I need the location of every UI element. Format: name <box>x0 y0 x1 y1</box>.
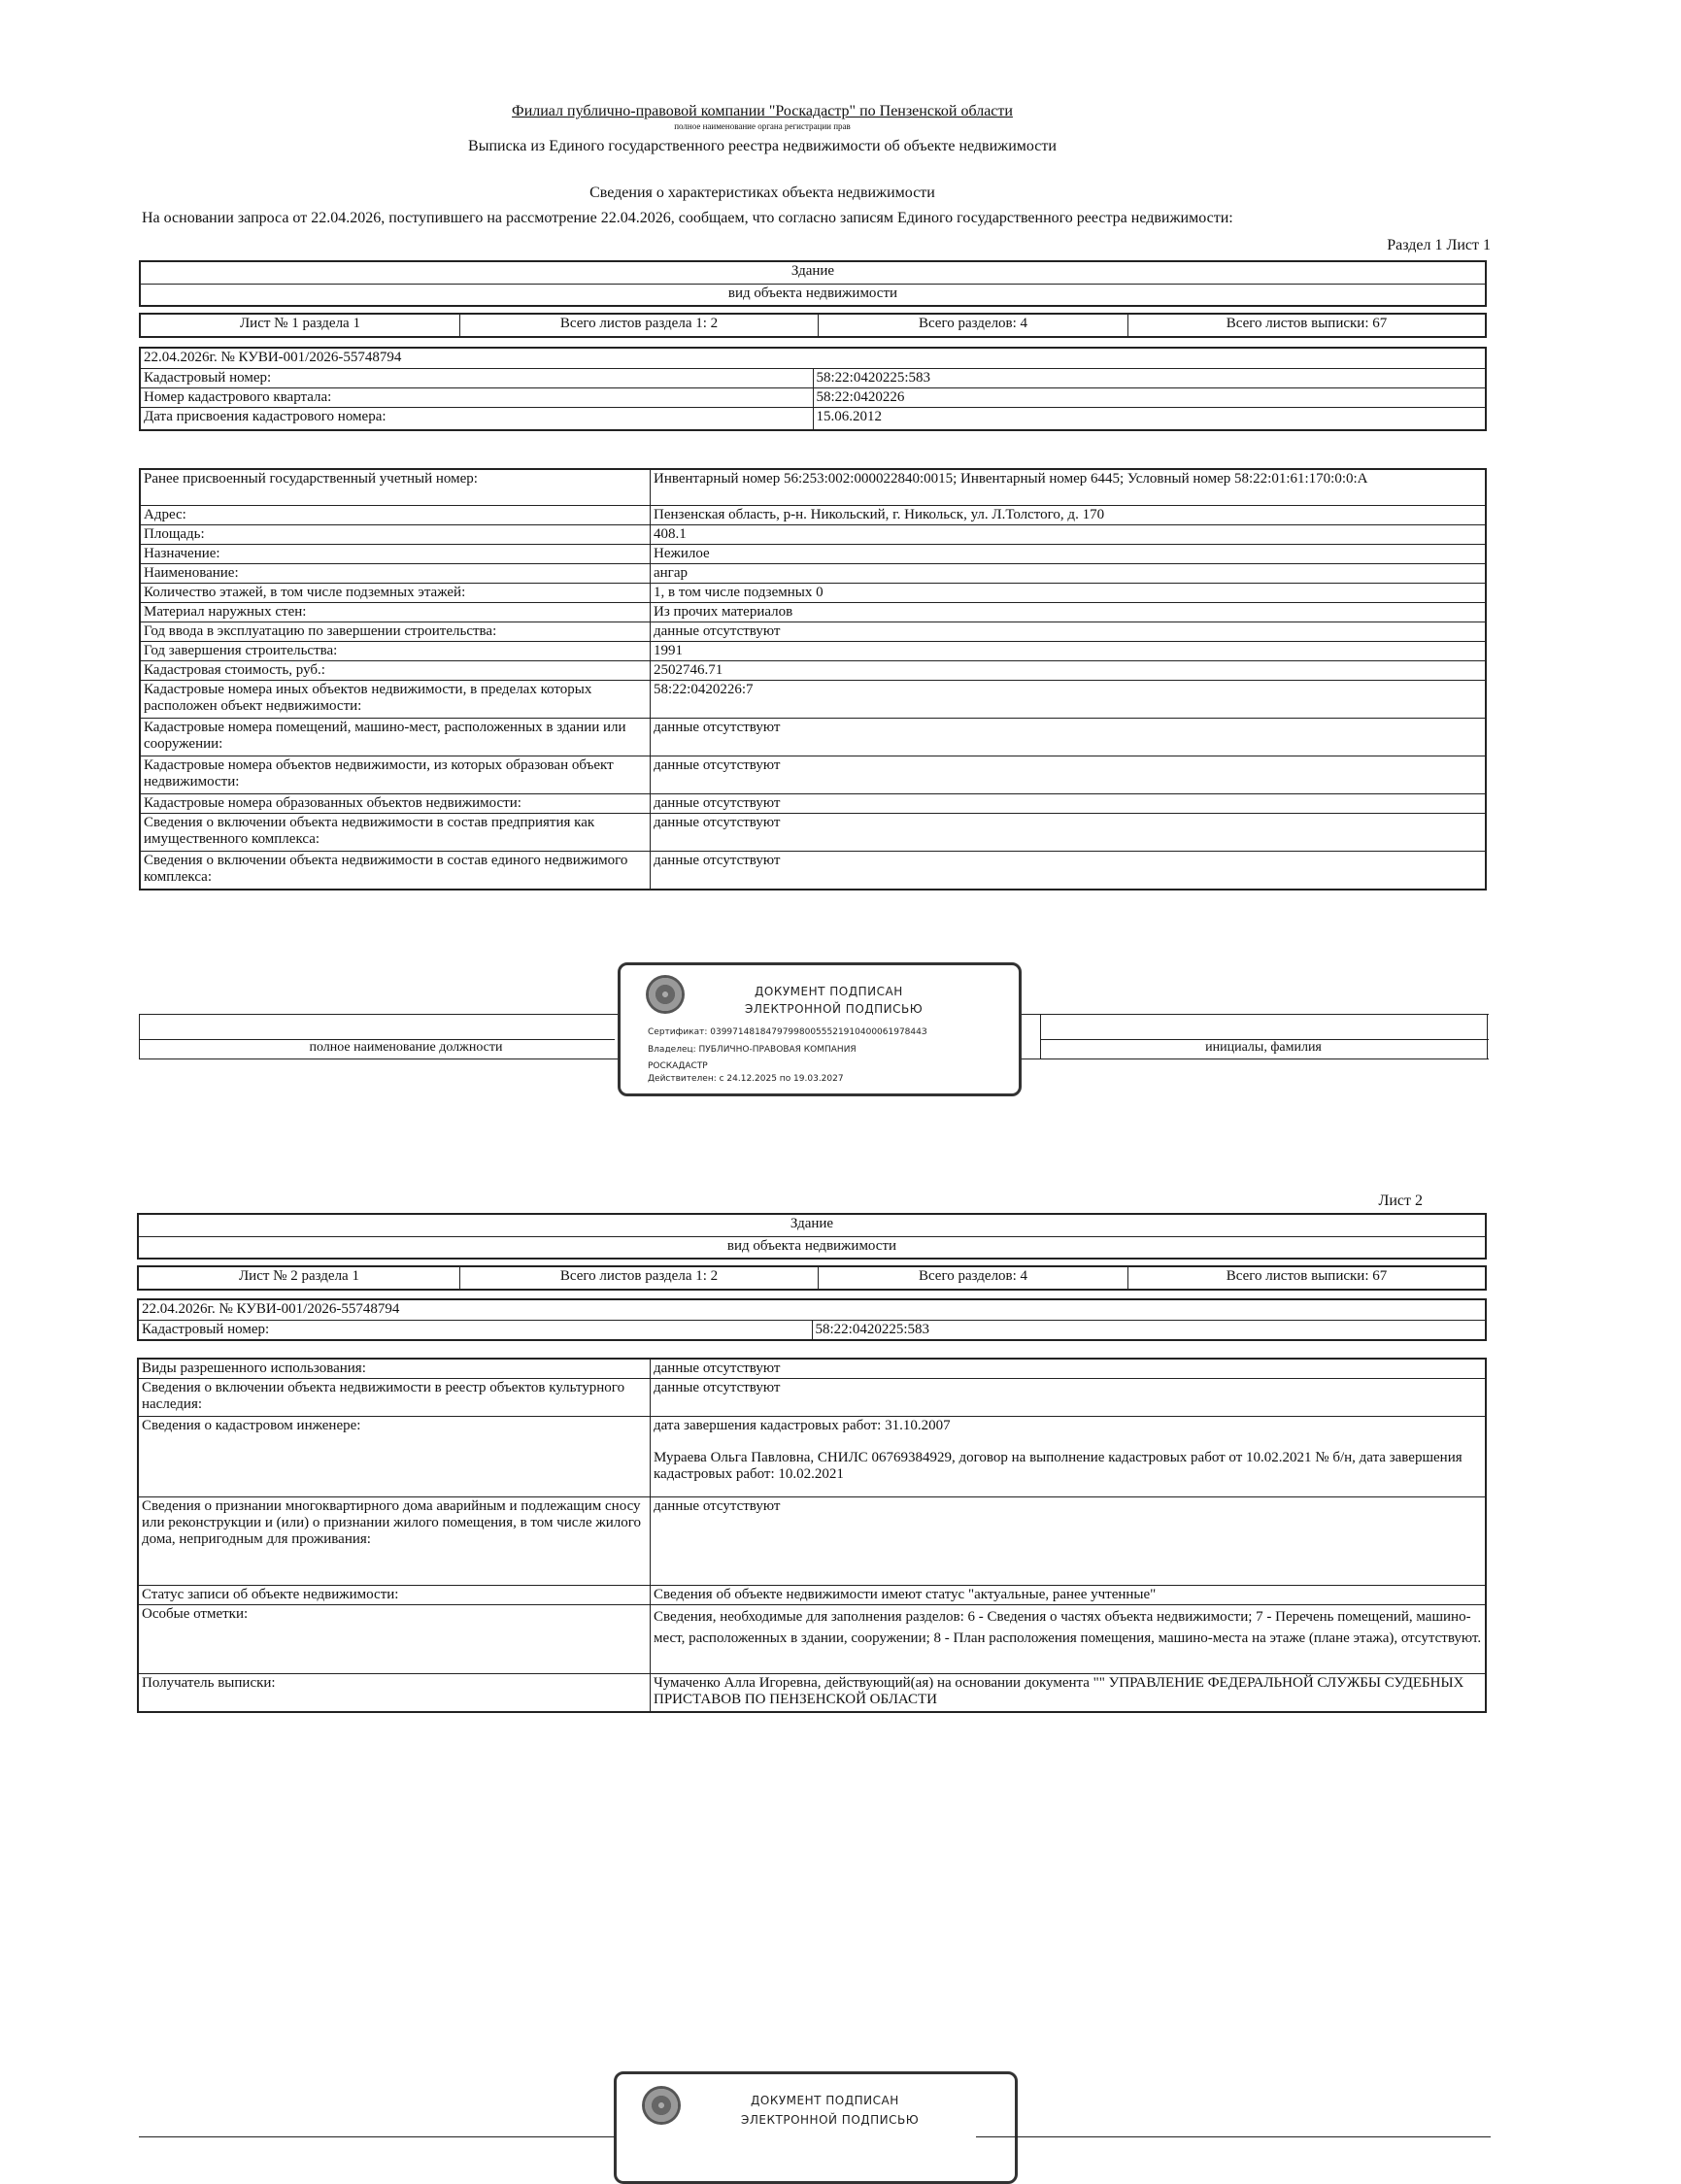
row-label: Кадастровый номер: <box>140 369 813 388</box>
row-value: ангар <box>651 564 1487 584</box>
object-type: Здание <box>140 261 1486 285</box>
row-value: данные отсутствуют <box>651 852 1487 890</box>
row-value: Из прочих материалов <box>651 603 1487 622</box>
row-value: 15.06.2012 <box>813 408 1486 431</box>
sheet2-ref: Лист 2 <box>1378 1193 1423 1209</box>
table-row <box>138 1497 1486 1586</box>
row-value: данные отсутствуют <box>651 1359 1487 1379</box>
document-number: 22.04.2026г. № КУВИ-001/2026-55748794 <box>140 348 1486 369</box>
row-label: Год ввода в эксплуатацию по завершении строительства: <box>140 622 651 642</box>
table-row <box>140 369 1486 388</box>
table-row <box>138 1417 1486 1497</box>
row-label: Кадастровый номер: <box>138 1321 812 1341</box>
row-label: Сведения о включении объекта недвижимости в состав единого недвижимого комплекса: <box>140 852 651 890</box>
row-value: данные отсутствуют <box>651 1379 1487 1417</box>
table-row <box>140 642 1486 661</box>
table-row <box>138 1379 1486 1417</box>
row-label: Кадастровые номера образованных объектов недвижимости: <box>140 794 651 814</box>
object-caption: вид объекта недвижимости <box>138 1237 1486 1260</box>
row-value <box>651 1417 1487 1497</box>
row-label: Статус записи об объекте недвижимости: <box>138 1586 651 1605</box>
id-table <box>139 347 1487 431</box>
extract-sheets-total: Всего листов выписки: 67 <box>1128 314 1487 337</box>
table-row <box>140 584 1486 603</box>
sections-total: Всего разделов: 4 <box>819 314 1128 337</box>
object-type-box <box>139 260 1487 307</box>
row-label: Дата присвоения кадастрового номера: <box>140 408 813 431</box>
stamp-line2: ЭЛЕКТРОННОЙ ПОДПИСЬЮ <box>741 2113 920 2127</box>
table-row <box>140 388 1486 408</box>
row-label: Виды разрешенного использования: <box>138 1359 651 1379</box>
object-caption: вид объекта недвижимости <box>140 285 1486 307</box>
row-label: Номер кадастрового квартала: <box>140 388 813 408</box>
stamp-line1: ДОКУМЕНТ ПОДПИСАН <box>755 985 903 998</box>
table-row <box>138 1605 1486 1674</box>
table-row <box>140 408 1486 431</box>
table-row <box>140 719 1486 756</box>
stamp-owner2: РОСКАДАСТР <box>648 1061 708 1071</box>
row-label: Количество этажей, в том числе подземных этажей: <box>140 584 651 603</box>
row-label: Адрес: <box>140 506 651 525</box>
section-sheets-total: Всего листов раздела 1: 2 <box>460 1266 819 1290</box>
row-value: Нежилое <box>651 545 1487 564</box>
table-row <box>140 564 1486 584</box>
row-value: данные отсутствуют <box>651 756 1487 794</box>
table-row <box>140 814 1486 852</box>
row-label: Ранее присвоенный государственный учетный номер: <box>140 469 651 506</box>
row-value: 58:22:0420225:583 <box>813 369 1486 388</box>
sheet-number: Лист № 2 раздела 1 <box>138 1266 460 1290</box>
table-row <box>140 852 1486 890</box>
document-title: Выписка из Единого государственного реестра недвижимости об объекте недвижимости <box>468 138 1057 154</box>
characteristics-table-2 <box>137 1358 1487 1713</box>
row-value: Сведения об объекте недвижимости имеют статус "актуальные, ранее учтенные" <box>651 1586 1487 1605</box>
row-value: данные отсутствуют <box>651 622 1487 642</box>
row-value: 1991 <box>651 642 1487 661</box>
row-label: Получатель выписки: <box>138 1674 651 1713</box>
org-caption: полное наименование органа регистрации прав <box>674 121 851 131</box>
table-row <box>140 756 1486 794</box>
row-label: Год завершения строительства: <box>140 642 651 661</box>
table-row <box>140 545 1486 564</box>
row-value: 58:22:0420226:7 <box>651 681 1487 719</box>
row-label: Кадастровые номера иных объектов недвижимости, в пределах которых расположен объект недвижимости: <box>140 681 651 719</box>
sheet-counts <box>139 313 1487 338</box>
row-label: Площадь: <box>140 525 651 545</box>
stamp-line2: ЭЛЕКТРОННОЙ ПОДПИСЬЮ <box>745 1002 924 1016</box>
cadastral-engineer: Мураева Ольга Павловна, СНИЛС 06769384929, договор на выполнение кадастровых работ от 10.02.2021 № б/н, дата завершения кадастровых работ: 10.02.2021 <box>654 1450 1462 1482</box>
e-signature-stamp-bottom <box>614 2071 1018 2184</box>
table-row <box>138 1586 1486 1605</box>
table-row <box>140 525 1486 545</box>
table-row <box>140 794 1486 814</box>
document-number: 22.04.2026г. № КУВИ-001/2026-55748794 <box>138 1299 1486 1321</box>
signature-divider <box>1487 1014 1488 1058</box>
extract-sheets-total: Всего листов выписки: 67 <box>1128 1266 1487 1290</box>
row-label: Сведения о включении объекта недвижимости в реестр объектов культурного наследия: <box>138 1379 651 1417</box>
table-row <box>140 622 1486 642</box>
row-label: Кадастровые номера объектов недвижимости, из которых образован объект недвижимости: <box>140 756 651 794</box>
row-value: 2502746.71 <box>651 661 1487 681</box>
stamp-validity: Действителен: с 24.12.2025 по 19.03.2027 <box>648 1074 844 1084</box>
stamp-owner: Владелец: ПУБЛИЧНО-ПРАВОВАЯ КОМПАНИЯ <box>648 1045 857 1055</box>
emblem-icon <box>646 975 685 1014</box>
signature-line-bottom <box>976 2136 1491 2137</box>
row-value: 58:22:0420225:583 <box>812 1321 1486 1341</box>
table-row <box>138 1674 1486 1713</box>
row-label: Кадастровые номера помещений, машино-мест, расположенных в здании или сооружении: <box>140 719 651 756</box>
table-row <box>140 469 1486 506</box>
row-value: 58:22:0420226 <box>813 388 1486 408</box>
emblem-icon <box>642 2086 681 2125</box>
stamp-certificate: Сертификат: 03997148184797998005552191040006197844З <box>648 1027 927 1037</box>
object-type-box-2 <box>137 1213 1487 1260</box>
table-row <box>140 661 1486 681</box>
row-value: Пензенская область, р-н. Никольский, г. Никольск, ул. Л.Толстого, д. 170 <box>651 506 1487 525</box>
row-value: данные отсутствуют <box>651 719 1487 756</box>
section-title: Сведения о характеристиках объекта недвижимости <box>589 185 935 201</box>
row-label: Наименование: <box>140 564 651 584</box>
row-label: Сведения о включении объекта недвижимости в состав предприятия как имущественного комплекса: <box>140 814 651 852</box>
signature-line-bottom <box>139 2136 615 2137</box>
characteristics-table <box>139 468 1487 890</box>
row-value: 1, в том числе подземных 0 <box>651 584 1487 603</box>
row-value: данные отсутствуют <box>651 794 1487 814</box>
table-row <box>140 681 1486 719</box>
position-caption: полное наименование должности <box>309 1040 503 1055</box>
row-label: Материал наружных стен: <box>140 603 651 622</box>
section-sheets-total: Всего листов раздела 1: 2 <box>460 314 819 337</box>
table-row <box>138 1321 1486 1341</box>
intro-text: На основании запроса от 22.04.2026, поступившего на рассмотрение 22.04.2026, сообщаем, что согласно записям Единого государственного реестра недвижимости: <box>142 210 1233 226</box>
row-value: Чумаченко Алла Игоревна, действующий(ая) на основании документа "" УПРАВЛЕНИЕ ФЕДЕРАЛЬНОЙ СЛУЖБЫ СУДЕБНЫХ ПРИСТАВОВ ПО ПЕНЗЕНСКОЙ ОБЛАСТИ <box>651 1674 1487 1713</box>
e-signature-stamp <box>618 962 1022 1096</box>
row-label: Кадастровая стоимость, руб.: <box>140 661 651 681</box>
row-value: данные отсутствуют <box>651 814 1487 852</box>
row-value: Инвентарный номер 56:253:002:000022840:0015; Инвентарный номер 6445; Условный номер 58:22:01:61:170:0:0:А <box>651 469 1487 506</box>
row-label: Сведения о кадастровом инженере: <box>138 1417 651 1497</box>
section-ref: Раздел 1 Лист 1 <box>1387 237 1491 253</box>
sheet-counts-2 <box>137 1265 1487 1291</box>
object-type: Здание <box>138 1214 1486 1237</box>
table-row <box>140 603 1486 622</box>
table-row <box>140 506 1486 525</box>
name-caption: инициалы, фамилия <box>1205 1040 1322 1055</box>
sheet-number: Лист № 1 раздела 1 <box>140 314 460 337</box>
table-row <box>138 1359 1486 1379</box>
sections-total: Всего разделов: 4 <box>819 1266 1128 1290</box>
row-label: Сведения о признании многоквартирного дома аварийным и подлежащим сносу или реконструкции и (или) о признании жилого помещения, в том числе жилого дома, непригодным для проживания: <box>138 1497 651 1586</box>
cadastral-works-date: дата завершения кадастровых работ: 31.10.2007 <box>654 1418 951 1433</box>
id-table-2 <box>137 1298 1487 1341</box>
org-name: Филиал публично-правовой компании "Роскадастр" по Пензенской области <box>512 103 1013 119</box>
stamp-line1: ДОКУМЕНТ ПОДПИСАН <box>751 2094 899 2107</box>
row-value: 408.1 <box>651 525 1487 545</box>
row-value: данные отсутствуют <box>651 1497 1487 1586</box>
row-label: Особые отметки: <box>138 1605 651 1674</box>
row-value: Сведения, необходимые для заполнения разделов: 6 - Сведения о частях объекта недвижимости; 7 - Перечень помещений, машино-мест, расположенных в здании, сооружении; 8 - План расположения помещения, машино-места на этаже (плане этажа), отсутствуют. <box>651 1605 1487 1674</box>
row-label: Назначение: <box>140 545 651 564</box>
